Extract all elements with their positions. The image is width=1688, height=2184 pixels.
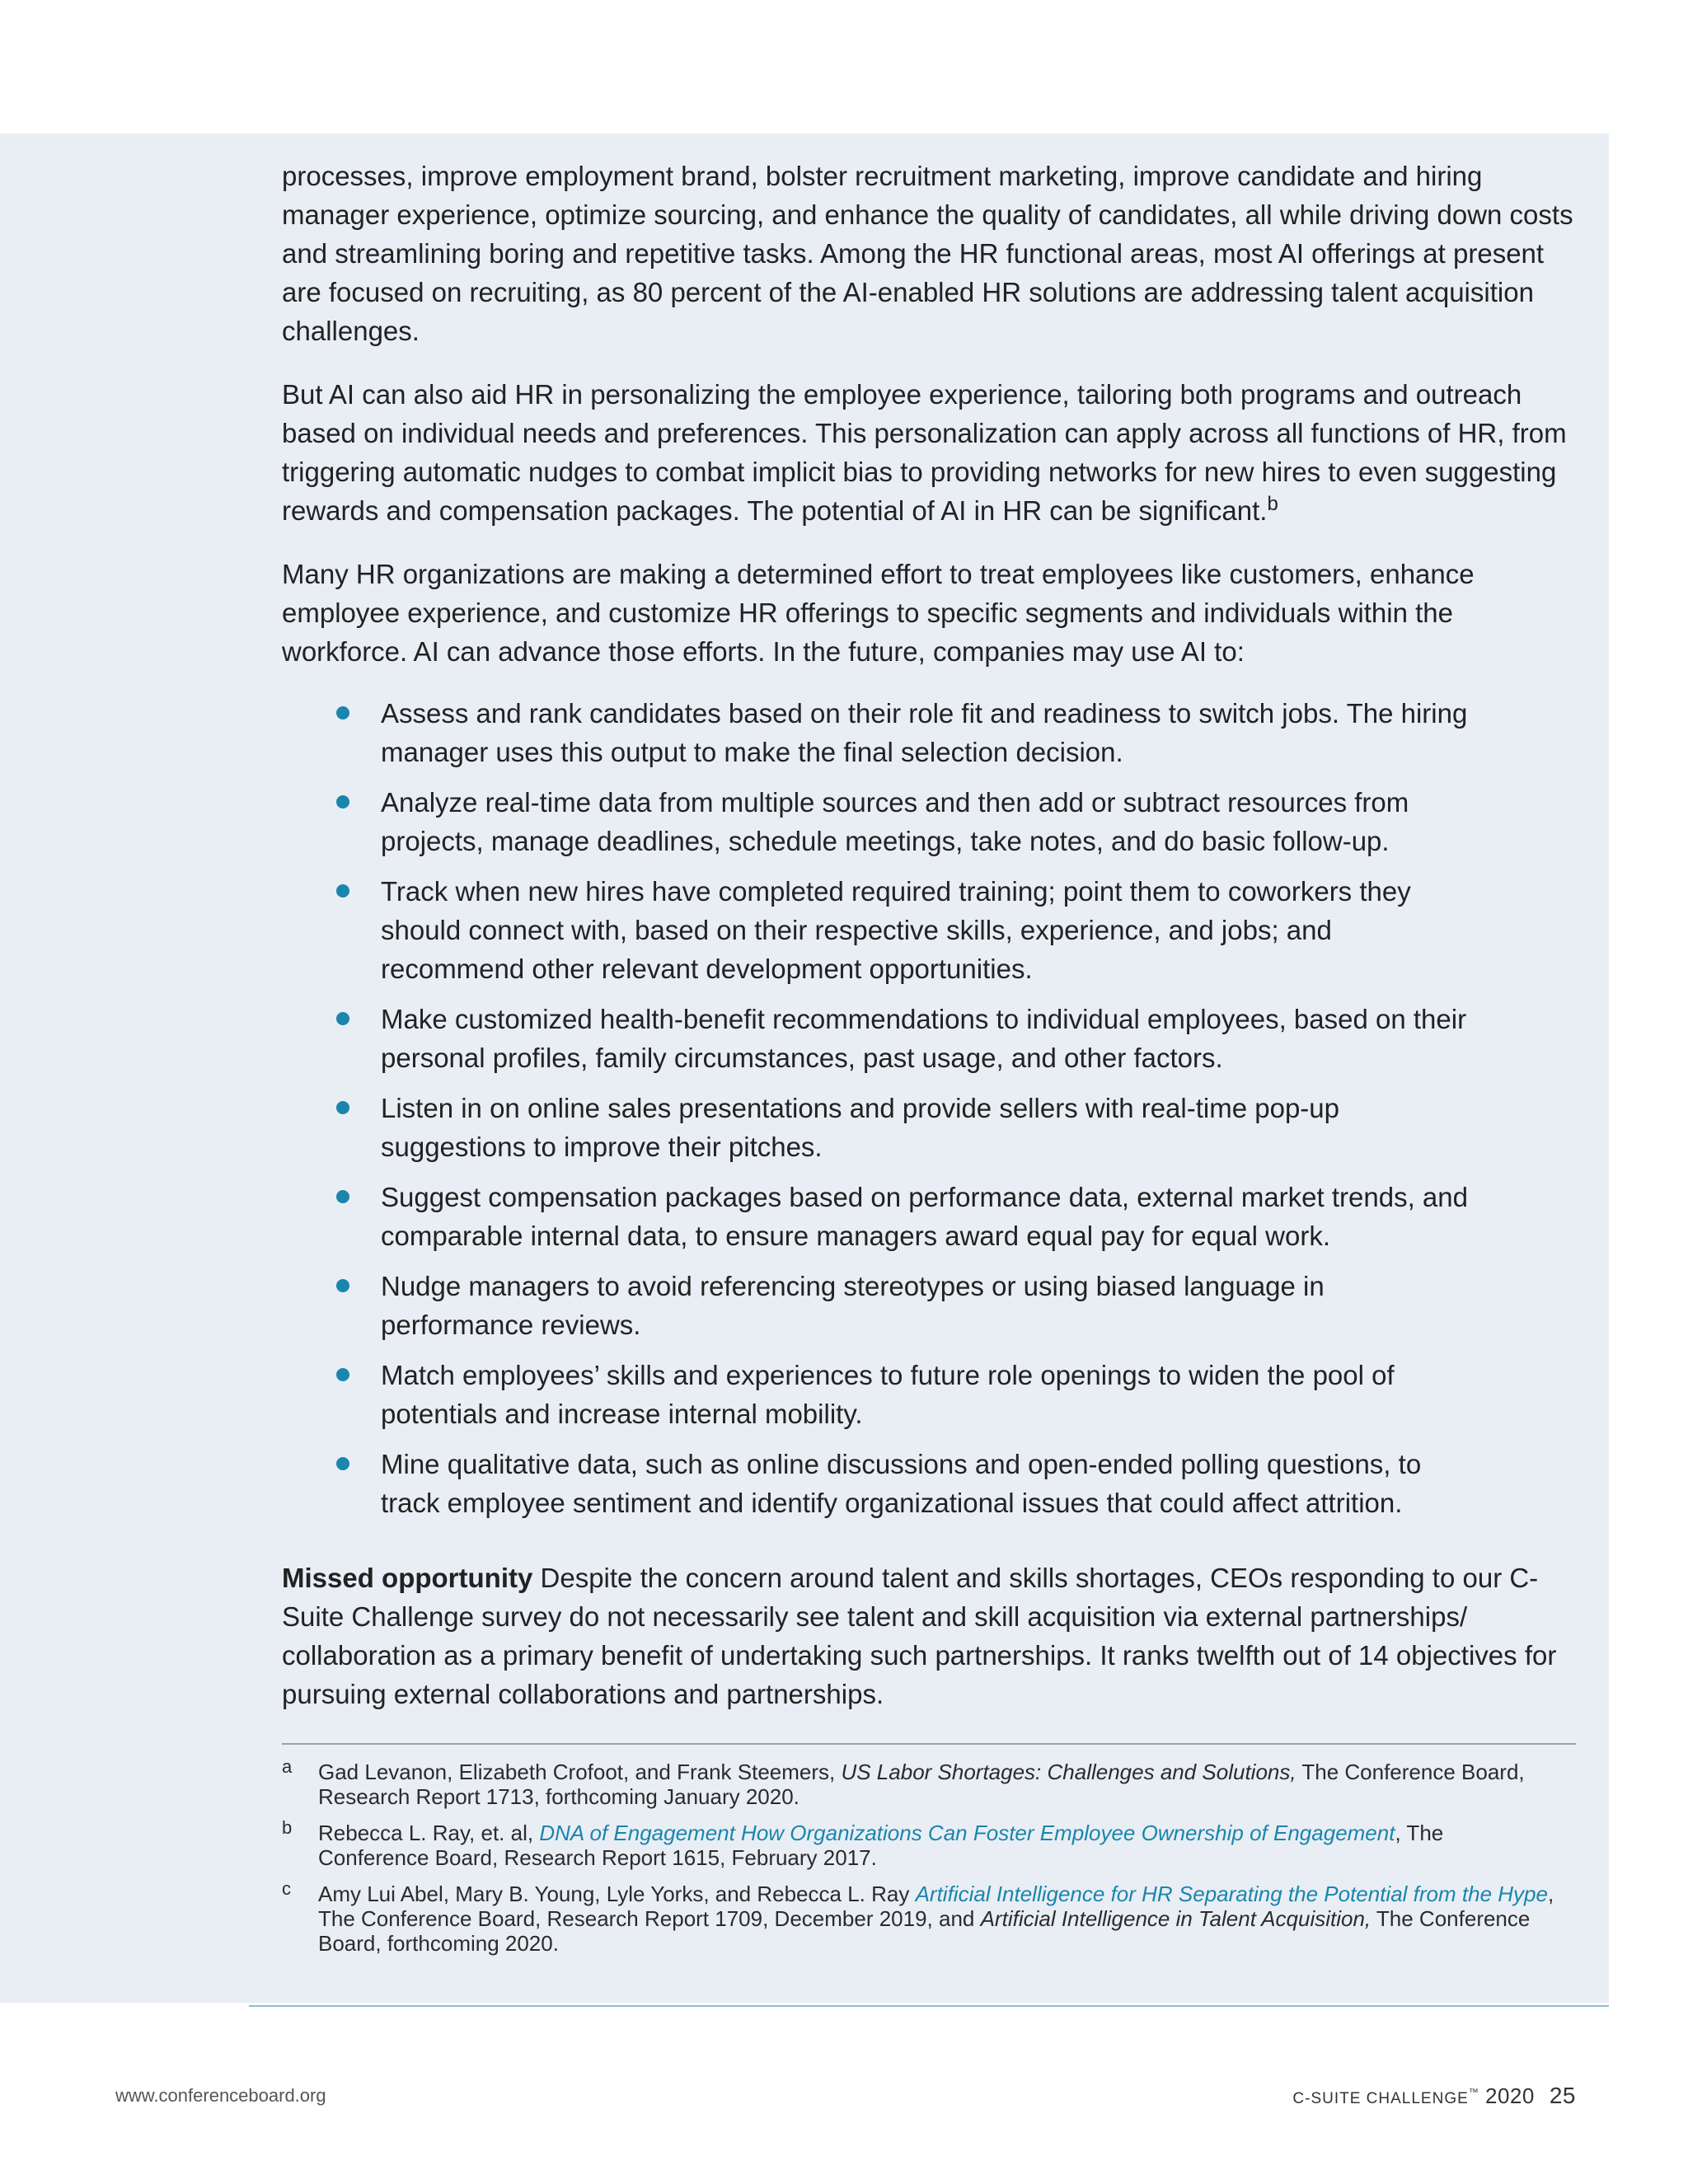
list-item-text: Listen in on online sales presentations and provide sellers with real-time pop-up suggestions to improve their pitches. <box>381 1093 1339 1162</box>
footnote-b-source: , The Conference Board, Research Report 1615, February 2017. <box>318 1821 1444 1870</box>
list-item-text: Track when new hires have completed required training; point them to coworkers they should connect with, based on their respective skills, experience, and jobs; and recommend other relevant development opportunities. <box>381 876 1411 984</box>
list-item-text: Mine qualitative data, such as online discussions and open-ended polling questions, to track employee sentiment and identify organizational issues that could affect attrition. <box>381 1449 1422 1518</box>
missed-opportunity-heading: Missed opportunity <box>282 1563 533 1593</box>
footnotes <box>282 1756 1576 1956</box>
ai-uses-list <box>282 694 1477 1522</box>
list-item-text: Analyze real-time data from multiple sources and then add or subtract resources from projects, manage deadlines, schedule meetings, take notes, and do basic follow-up. <box>381 787 1409 856</box>
footnote-c-source: , The Conference Board, Research Report 1709, December 2019, and <box>318 1882 1554 1931</box>
list-item <box>381 1089 1477 1166</box>
footnote-a-authors: Gad Levanon, Elizabeth Crofoot, and Frank Steemers, <box>318 1760 842 1784</box>
footnote-c-source-2: The Conference Board, forthcoming 2020. <box>318 1906 1531 1956</box>
footer-url[interactable]: www.conferenceboard.org <box>115 2085 326 2106</box>
footnote-c-title: Artificial Intelligence in Talent Acquisition, <box>980 1906 1372 1931</box>
bullet-dot-icon <box>336 884 349 898</box>
bullet-dot-icon <box>336 1190 349 1203</box>
list-item <box>381 872 1477 988</box>
trademark-icon: ™ <box>1468 2086 1479 2098</box>
bullet-dot-icon <box>336 1279 349 1292</box>
bullet-dot-icon <box>336 1368 349 1381</box>
footnote-mark: c <box>282 1878 291 1899</box>
list-item <box>381 783 1477 860</box>
list-item <box>381 1445 1477 1522</box>
paragraph-2-text: But AI can also aid HR in personalizing the employee experience, tailoring both programs and outreach based on individual needs and preferences. This personalization can apply across all functions of HR, from triggering automatic nudges to combat implicit bias to providing networks for new hires to even suggesting rewards and compensation packages. The potential of AI in HR can be significant. <box>282 379 1567 526</box>
footer-running-head <box>1292 2083 1576 2109</box>
footer-brand: C-SUITE CHALLENGE <box>1292 2090 1469 2107</box>
footnote-b-link[interactable]: DNA of Engagement How Organizations Can Foster Employee Ownership of Engagement <box>539 1821 1395 1845</box>
footnote-mark: a <box>282 1756 293 1777</box>
footnote-a <box>282 1756 1554 1809</box>
paragraph-3: Many HR organizations are making a determined effort to treat employees like customers, enhance employee experience, and customize HR offerings to specific segments and individuals within the workforce. AI can advance those efforts. In the future, companies may use AI to: <box>282 559 1475 667</box>
missed-opportunity-text: Despite the concern around talent and skills shortages, CEOs responding to our C-Suite Challenge survey do not necessarily see talent and skill acquisition via external partnerships/ collaboration as a primary benefit of undertaking such partnerships. It ranks twelfth out of 14 objectives for pursuing external collaborations and partnerships. <box>282 1563 1557 1709</box>
bullet-dot-icon <box>336 1012 349 1025</box>
list-item-text: Suggest compensation packages based on performance data, external market trends, and comparable internal data, to ensure managers award equal pay for equal work. <box>381 1182 1468 1251</box>
list-item <box>381 1178 1477 1255</box>
footnote-ref-b[interactable]: b <box>1267 493 1278 515</box>
footnote-mark: b <box>282 1817 293 1838</box>
footnote-c-authors: Amy Lui Abel, Mary B. Young, Lyle Yorks, and Rebecca L. Ray <box>318 1882 916 1906</box>
panel-bottom-rule <box>249 2005 1609 2007</box>
footnote-divider <box>282 1743 1576 1745</box>
missed-opportunity-paragraph <box>282 1558 1576 1713</box>
main-content <box>282 157 1576 1967</box>
bullet-dot-icon <box>336 706 349 719</box>
list-item <box>381 1356 1477 1433</box>
footnote-b <box>282 1817 1554 1870</box>
list-item-text: Match employees’ skills and experiences to future role openings to widen the pool of potentials and increase internal mobility. <box>381 1360 1395 1429</box>
paragraph-1: processes, improve employment brand, bolster recruitment marketing, improve candidate and hiring manager experience, optimize sourcing, and enhance the quality of candidates, all while driving down costs and streamlining boring and repetitive tasks. Among the HR functional areas, most AI offerings at present are focused on recruiting, as 80 percent of the AI-enabled HR solutions are addressing talent acquisition challenges. <box>282 161 1573 346</box>
list-item-text: Nudge managers to avoid referencing stereotypes or using biased language in performance reviews. <box>381 1271 1325 1340</box>
list-item <box>381 694 1477 771</box>
footnote-c-link[interactable]: Artificial Intelligence for HR Separating the Potential from the Hype <box>915 1882 1548 1906</box>
paragraph-2 <box>282 375 1576 530</box>
bullet-dot-icon <box>336 1457 349 1470</box>
footer-year: 2020 <box>1485 2083 1535 2108</box>
footnote-b-authors: Rebecca L. Ray, et. al, <box>318 1821 540 1845</box>
list-item <box>381 1267 1477 1344</box>
list-item <box>381 1000 1477 1077</box>
bullet-dot-icon <box>336 795 349 808</box>
footnote-c <box>282 1878 1554 1956</box>
list-item-text: Assess and rank candidates based on their role fit and readiness to switch jobs. The hiring manager uses this output to make the final selection decision. <box>381 698 1468 767</box>
bullet-dot-icon <box>336 1101 349 1114</box>
footnote-a-source: The Conference Board, Research Report 1713, forthcoming January 2020. <box>318 1760 1525 1809</box>
footnote-a-title: US Labor Shortages: Challenges and Solutions, <box>841 1760 1296 1784</box>
page-number: 25 <box>1549 2083 1576 2108</box>
list-item-text: Make customized health-benefit recommendations to individual employees, based on their personal profiles, family circumstances, past usage, and other factors. <box>381 1004 1467 1073</box>
